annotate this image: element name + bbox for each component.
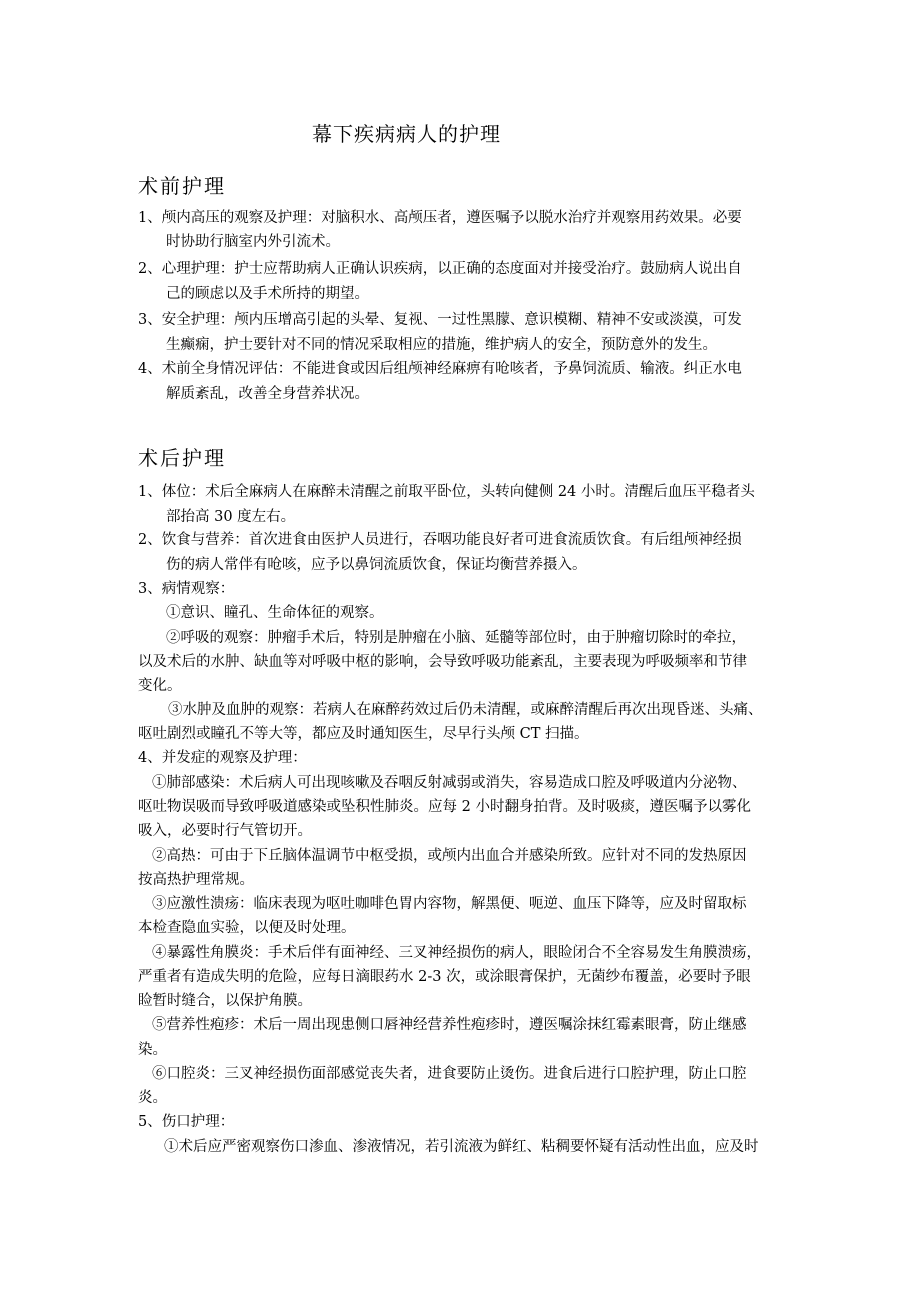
pre-op-heading: 术前护理 bbox=[138, 174, 226, 198]
pre-op-item-1-line-1: 1、颅内高压的观察及护理：对脑积水、高颅压者，遵医嘱予以脱水治疗并观察用药效果。必要 bbox=[138, 210, 742, 226]
post-op-line-6: ①意识、瞳孔、生命体征的观察。 bbox=[166, 605, 384, 621]
pre-op-item-4-line-2: 解质紊乱，改善全身营养状况。 bbox=[166, 386, 369, 402]
pre-op-item-3-line-2: 生癫痫，护士要针对不同的情况采取相应的措施，维护病人的安全，预防意外的发生。 bbox=[166, 337, 717, 353]
post-op-line-7: ②呼吸的观察：肿瘤手术后，特别是肿瘤在小脑、延髓等部位时，由于肿瘤切除时的牵拉， bbox=[166, 630, 746, 646]
pre-op-item-3-line-1: 3、安全护理：颅内压增高引起的头晕、复视、一过性黑朦、意识模糊、精神不安或淡漠，可发 bbox=[138, 312, 742, 328]
post-op-line-19: 本检查隐血实验，以便及时处理。 bbox=[138, 920, 356, 936]
post-op-heading: 术后护理 bbox=[138, 446, 226, 470]
pre-op-item-1-line-2: 时协助行脑室内外引流术。 bbox=[166, 234, 340, 250]
post-op-line-20: ④暴露性角膜炎：手术后伴有面神经、三叉神经损伤的病人，眼睑闭合不全容易发生角膜溃疡， bbox=[152, 945, 761, 961]
post-op-line-5: 3、病情观察： bbox=[138, 581, 235, 597]
post-op-line-11: 呕吐剧烈或瞳孔不等大等，都应及时通知医生，尽早行头颅 CT 扫描。 bbox=[138, 726, 589, 742]
pre-op-item-2-line-2: 己的顾虑以及手术所持的期望。 bbox=[166, 286, 369, 302]
pre-op-item-2-number: 2、 bbox=[138, 261, 162, 277]
post-op-line-16: ②高热：可由于下丘脑体温调节中枢受损，或颅内出血合并感染所致。应针对不同的发热原因 bbox=[152, 848, 747, 864]
pre-op-item-4-line-1: 4、术前全身情况评估：不能进食或因后组颅神经麻痹有呛咳者，予鼻饲流质、输液。纠正水电 bbox=[138, 361, 742, 377]
pre-op-item-3-number: 3、 bbox=[138, 312, 162, 328]
post-op-line-28: ①术后应严密观察伤口渗血、渗液情况，若引流液为鲜红、粘稠要怀疑有活动性出血，应及时 bbox=[164, 1139, 759, 1155]
post-op-line-25: ⑥口腔炎：三叉神经损伤面部感觉丧失者，进食要防止烫伤。进食后进行口腔护理，防止口腔 bbox=[152, 1066, 747, 1082]
post-op-line-3: 2、饮食与营养：首次进食由医护人员进行，吞咽功能良好者可进食流质饮食。有后组颅神经损 bbox=[138, 532, 742, 548]
post-op-line-24: 染。 bbox=[138, 1042, 167, 1058]
post-op-line-8: 以及术后的水肿、缺血等对呼吸中枢的影响，会导致呼吸功能紊乱，主要表现为呼吸频率和节律 bbox=[138, 654, 747, 670]
post-op-line-10: ③水肿及血肿的观察：若病人在麻醉药效过后仍未清醒，或麻醉清醒后再次出现昏迷、头痛、 bbox=[168, 702, 763, 718]
post-op-line-9: 变化。 bbox=[138, 678, 182, 694]
post-op-line-15: 吸入，必要时行气管切开。 bbox=[138, 823, 312, 839]
pre-op-item-2-line-1: 2、心理护理：护士应帮助病人正确认识疾病，以正确的态度面对并接受治疗。鼓励病人说出自 bbox=[138, 261, 742, 277]
post-op-line-18: ③应激性溃疡：临床表现为呕吐咖啡色胃内容物，解黑便、呃逆、血压下降等，应及时留取标 bbox=[152, 896, 747, 912]
post-op-line-17: 按高热护理常规。 bbox=[138, 872, 254, 888]
post-op-line-27: 5、伤口护理： bbox=[138, 1114, 235, 1130]
pre-op-item-4-number: 4、 bbox=[138, 361, 162, 377]
pre-op-item-1-number: 1、 bbox=[138, 210, 162, 226]
post-op-line-23: ⑤营养性疱疹：术后一周出现患侧口唇神经营养性疱疹时，遵医嘱涂抹红霉素眼膏，防止继感 bbox=[152, 1017, 747, 1033]
post-op-line-4: 伤的病人常伴有呛咳，应予以鼻饲流质饮食，保证均衡营养摄入。 bbox=[166, 557, 587, 573]
post-op-line-14: 呕吐物误吸而导致呼吸道感染或坠积性肺炎。应每 2 小时翻身拍背。及时吸痰，遵医嘱予以雾化 bbox=[138, 799, 751, 815]
post-op-line-13: ①肺部感染：术后病人可出现咳嗽及吞咽反射减弱或消失，容易造成口腔及呼吸道内分泌物、 bbox=[152, 775, 747, 791]
document-title: 幕下疾病病人的护理 bbox=[312, 122, 501, 146]
post-op-line-26: 炎。 bbox=[138, 1090, 167, 1106]
post-op-line-2: 部抬高 30 度左右。 bbox=[166, 509, 296, 525]
post-op-line-1: 1、体位：术后全麻病人在麻醉未清醒之前取平卧位，头转向健侧 24 小时。清醒后血压平稳者头 bbox=[138, 484, 755, 500]
post-op-line-22: 睑暂时缝合，以保护角膜。 bbox=[138, 993, 312, 1009]
post-op-line-12: 4、并发症的观察及护理： bbox=[138, 750, 307, 766]
post-op-line-21: 严重者有造成失明的危险，应每日滴眼药水 2-3 次，或涂眼膏保护，无菌纱布覆盖，必要时予眼 bbox=[138, 969, 751, 985]
